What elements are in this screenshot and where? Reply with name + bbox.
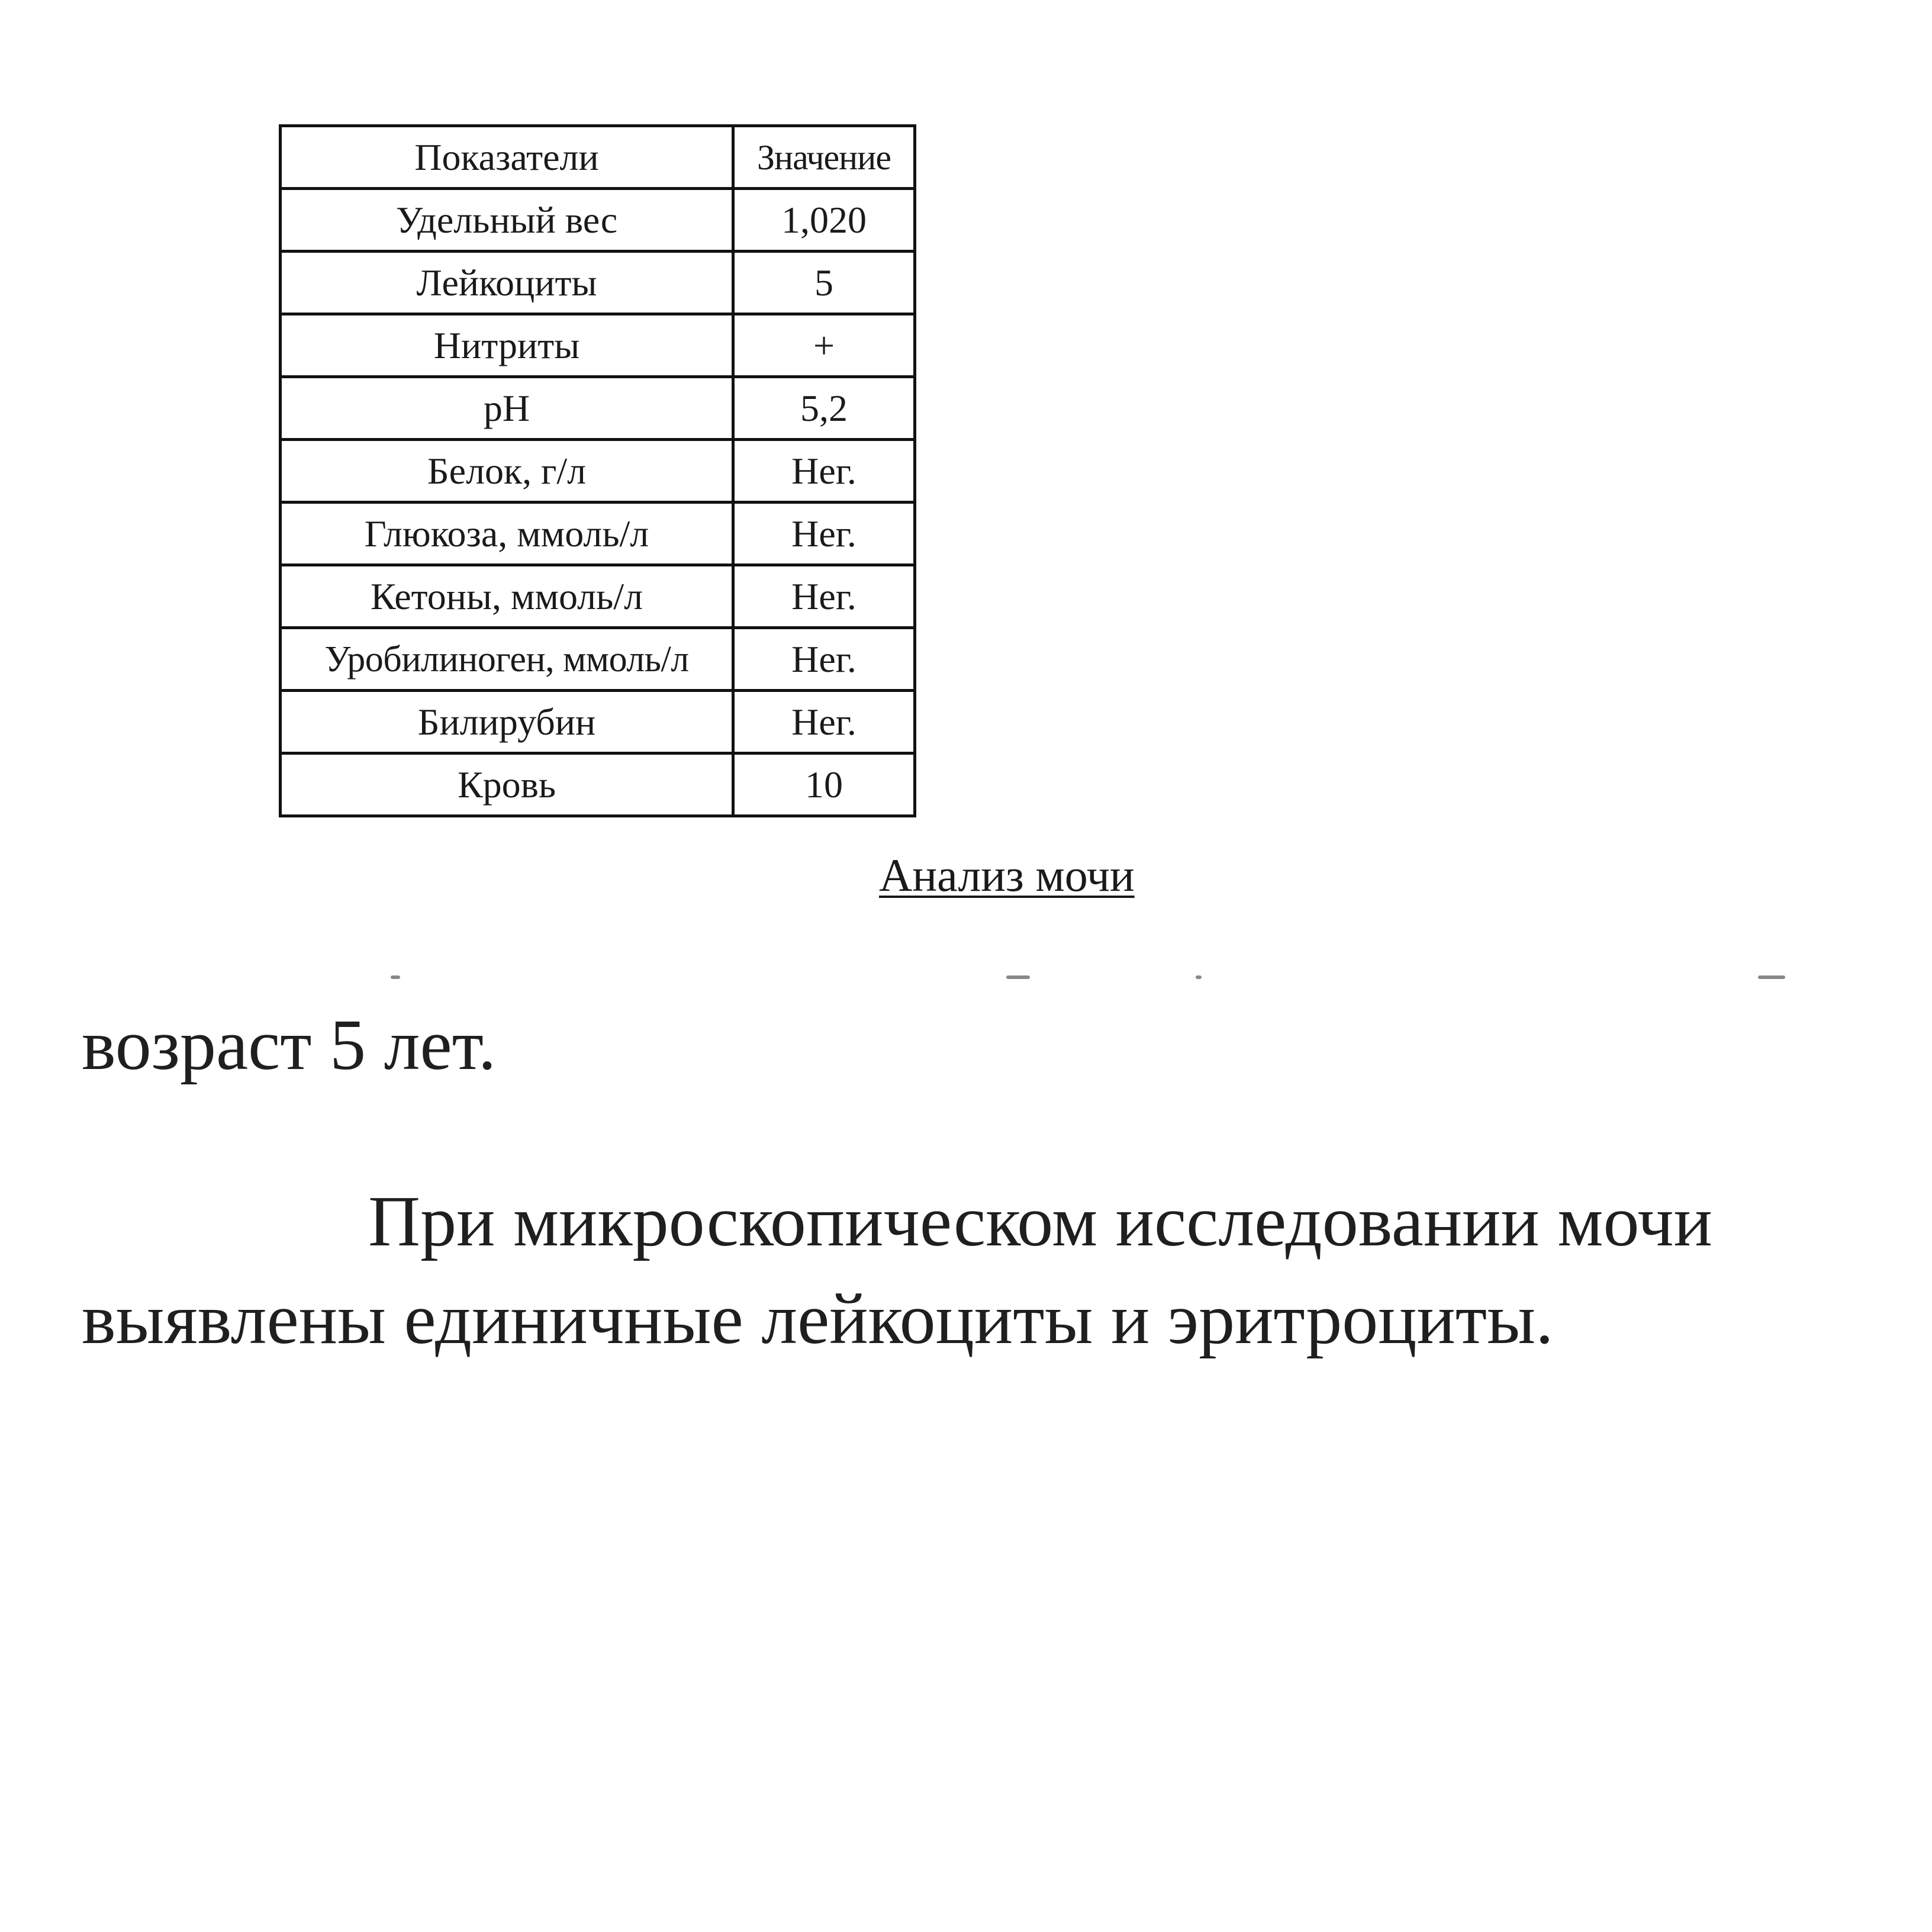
- column-header-value: Значение: [733, 126, 915, 189]
- indicator-name: Глюкоза, ммоль/л: [281, 503, 733, 565]
- cropped-text-remnant: [83, 971, 1859, 983]
- indicator-value: Нег.: [733, 440, 915, 503]
- table-caption: Анализ мочи: [879, 849, 1135, 901]
- indicator-name: Уробилиноген, ммоль/л: [281, 628, 733, 691]
- table-row: [281, 691, 915, 754]
- table-row: [281, 440, 915, 503]
- indicator-name: Удельный вес: [281, 189, 733, 252]
- indicator-value: 5,2: [733, 377, 915, 440]
- indicator-name: Лейкоциты: [281, 252, 733, 314]
- indicator-value: Нег.: [733, 628, 915, 691]
- indicator-value: 1,020: [733, 189, 915, 252]
- microscopy-paragraph-line-1: При микроскопическом исследовании мочи: [368, 1181, 1712, 1261]
- indicator-value: +: [733, 314, 915, 377]
- table-row: [281, 628, 915, 691]
- indicator-name: Кровь: [281, 754, 733, 816]
- indicator-value: Нег.: [733, 565, 915, 628]
- table-row: [281, 377, 915, 440]
- patient-age-text: возраст 5 лет.: [82, 1005, 497, 1085]
- text-fragment: [1758, 975, 1785, 979]
- indicator-name: pH: [281, 377, 733, 440]
- table-row: [281, 314, 915, 377]
- text-fragment: [1006, 975, 1030, 979]
- indicator-value: Нег.: [733, 691, 915, 754]
- text-fragment: [1196, 975, 1202, 979]
- table-row: [281, 503, 915, 565]
- indicator-value: 5: [733, 252, 915, 314]
- indicator-value: 10: [733, 754, 915, 816]
- indicator-name: Кетоны, ммоль/л: [281, 565, 733, 628]
- column-header-indicators: Показатели: [281, 126, 733, 189]
- indicator-name: Нитриты: [281, 314, 733, 377]
- table-row: [281, 252, 915, 314]
- table-row: [281, 189, 915, 252]
- text-fragment: [391, 975, 400, 979]
- microscopy-paragraph-line-2: выявлены единичные лейкоциты и эритроциты.: [82, 1279, 1554, 1359]
- indicator-value: Нег.: [733, 503, 915, 565]
- table-header-row: [281, 126, 915, 189]
- indicator-name: Белок, г/л: [281, 440, 733, 503]
- indicator-name: Билирубин: [281, 691, 733, 754]
- table-row: [281, 754, 915, 816]
- urine-analysis-table: [279, 124, 916, 817]
- table-row: [281, 565, 915, 628]
